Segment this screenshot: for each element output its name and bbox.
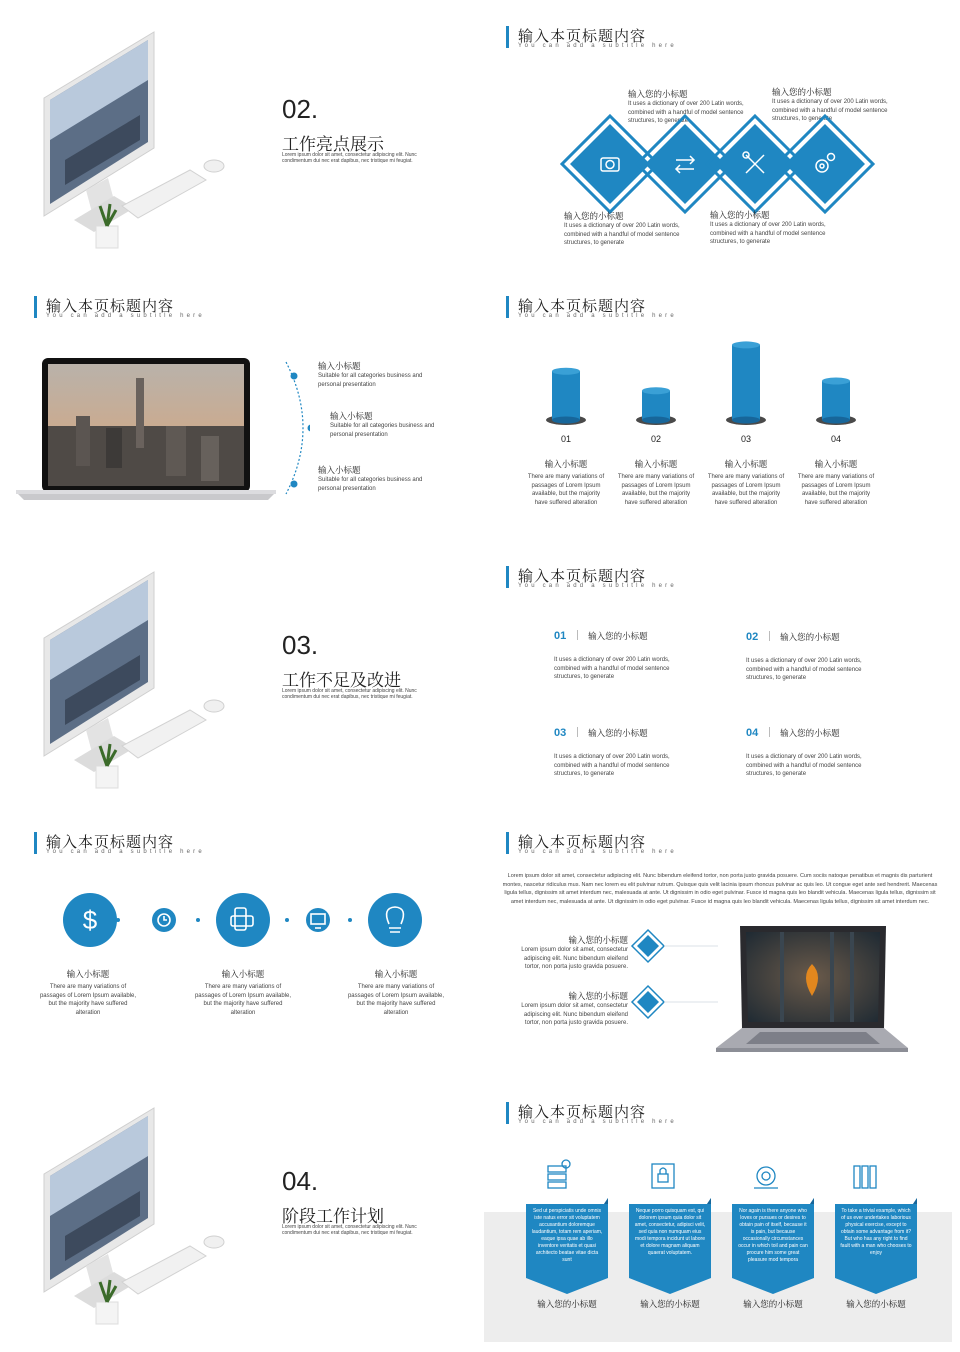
slide-diamond-icons [480,0,960,268]
slide-laptop-features [480,806,960,1074]
item-title: 输入小标题 [221,969,265,979]
slide-section-03 [0,540,480,808]
ribbon-card [629,1198,711,1294]
caption-text: There are many variations of passages of Lorem Ipsum available, but the majority have suffered alteration [797,474,875,506]
cylinder-bar-chart [520,336,920,452]
ribbon-text: To take a trivial example, which of us ever undertakes laborious physical exercise, except to obtain some advantage from it? But who has any right to find fault with a man who chooses to enjoy [840,1208,912,1256]
item-text: It uses a dictionary of over 200 Latin words, combined with a handful of model sentence structures, to generate [554,754,670,777]
item-number: 02 [746,631,759,643]
server-location-icon [548,1160,570,1188]
slide-title: 输入本页标题内容 [518,298,647,315]
item-title: 输入小标题 [374,969,418,979]
timeline-dot [291,481,298,488]
timeline-dot [291,373,298,380]
mobile-icon [216,893,270,947]
item-text: It uses a dictionary of over 200 Latin words, combined with a handful of model sentence structures, to generate [554,657,670,680]
timeline-dot [308,425,311,432]
caption-text: There are many variations of passages of Lorem Ipsum available, but the majority have suffered alteration [527,474,605,506]
item-text: It uses a dictionary of over 200 Latin words, combined with a handful of model sentence structures, to generate [746,658,862,681]
slide-bar-chart [480,270,960,538]
ribbon-text: Nor again is there anyone who loves or pursues or desires to obtain pain of itself, because it is pain, but because occasionally circumstances occur in which toil and pain can procure him some great pleasure mod tempora [738,1208,808,1263]
feature-item [520,990,628,1028]
bar-04 [816,378,856,426]
bar-01 [546,368,586,425]
bar-03 [726,341,766,425]
title-accent-bar [506,1102,509,1124]
numbered-item [746,723,876,779]
caption-title: 输入您的小标题 [772,87,832,97]
item-title: 输入小标题 [318,465,361,475]
item-text: Lorem ipsum dolor sit amet, consectetur adipiscing elit. Nunc bibendum eleifend tortor, non porta justo gravida posuere. [521,947,628,970]
item-title: 输入您的小标题 [780,728,840,738]
desktop-computer-illustration [30,1096,230,1326]
numbered-item [746,627,876,683]
section-description: Lorem ipsum dolor sit amet, consectetur adipiscing elit. Nunc condimentum dui nec erat dapibus, nec tristique mi feugiat. [282,688,417,700]
caption-title: 输入小标题 [634,459,678,469]
title-accent-bar [506,566,509,588]
item-title: 输入您的小标题 [568,935,628,945]
svg-text:$: $ [82,905,98,935]
gear-screen-icon [754,1167,778,1188]
list-item [318,464,438,493]
caption-text: It uses a dictionary of over 200 Latin words, combined with a handful of model sentence structures, to generate [772,99,888,122]
section-number: 02. [282,94,319,124]
ribbon-subtitle: 输入您的小标题 [537,1299,597,1309]
caption-text: There are many variations of passages of Lorem Ipsum available, but the majority have suffered alteration [617,474,695,506]
section-title: 工作不足及改进 [282,671,401,690]
slide-subtitle: You can add a subtitle here [518,43,677,49]
item-title: 输入小标题 [66,969,110,979]
category-label: 02 [650,434,662,444]
item-text: Suitable for all categories business and personal presentation [318,477,423,492]
laptop-leaf-illustration [712,924,912,1060]
feature-diamonds [628,928,718,1038]
ribbon-subtitle: 输入您的小标题 [846,1299,906,1309]
item-title: 输入小标题 [330,411,373,421]
category-label: 01 [560,434,572,444]
slide-laptop-list [0,270,480,538]
ribbon-card [835,1198,917,1294]
item-text: There are many variations of passages of Lorem Ipsum available, but the majority have suffered alteration [39,984,137,1016]
item-number: 04 [746,727,759,739]
section-title: 阶段工作计划 [282,1207,384,1226]
item-text: There are many variations of passages of Lorem Ipsum available, but the majority have suffered alteration [194,984,292,1016]
slide-title: 输入本页标题内容 [518,834,647,851]
slide-title: 输入本页标题内容 [518,28,647,45]
lock-chip-icon [652,1164,674,1188]
section-number: 04. [282,1166,319,1196]
category-label: 03 [740,434,752,444]
files-icon [854,1166,876,1188]
item-text: Lorem ipsum dolor sit amet, consectetur adipiscing elit. Nunc bibendum eleifend tortor, non porta justo gravida posuere. [521,1003,628,1026]
laptop-city-illustration [16,356,276,506]
item-title: 输入小标题 [318,361,361,371]
desktop-computer-illustration [30,560,230,790]
slide-numbered-items [480,540,960,808]
slide-subtitle: You can add a subtitle here [518,849,677,855]
diamond-icon-row [560,110,880,220]
process-item [346,968,446,1017]
slide-title: 输入本页标题内容 [518,568,647,585]
item-text: Suitable for all categories business and personal presentation [318,373,423,388]
caption-title: 输入您的小标题 [710,210,770,220]
diamond-caption-3 [710,209,830,247]
slide-title: 输入本页标题内容 [46,298,175,315]
slide-subtitle: You can add a subtitle here [518,1119,677,1125]
feature-item [520,934,628,972]
ribbon-subtitle: 输入您的小标题 [640,1299,700,1309]
section-number: 03. [282,630,319,660]
slide-subtitle: You can add a subtitle here [46,313,205,319]
slide-title: 输入本页标题内容 [518,1104,647,1121]
intro-paragraph: Lorem ipsum dolor sit amet, consectetur adipiscing elit. Nunc bibendum eleifend tortor, non porta justo gravida posuere. Cum sociis natoque penatibus et magnis dis parturient montes, nascetur ridiculus mus. Nam nec lorem eu elit pulvinar rutrum. Quisque quis velit lacinia ipsum rhoncus pulvinar ac quis leo. Ut congue eget ante sed hendrerit. Maecenas ligula tellus, dignissim sit amet interdum nec, malesuada at ante. Ut dignissim in odio eget pulvinar. Fusce id magna quis leo blandit vehicula. Maecenas ligula tellus, dignissim sit amet interdum nec, malesuada at ante. Ut dignissim in odio eget pulvinar. Fusce id magna quis leo blandit vehicula. Maecenas ligula tellus, dignissim sit amet interdum nec. [502,873,938,905]
slide-ribbon-cards [480,1076,960,1344]
bar-caption [706,458,786,507]
caption-title: 输入小标题 [544,459,588,469]
item-text: It uses a dictionary of over 200 Latin words, combined with a handful of model sentence structures, to generate [746,754,862,777]
process-item [193,968,293,1017]
bulb-icon [368,893,422,947]
bar-caption [616,458,696,507]
process-icon-row [56,890,436,950]
process-item [38,968,138,1017]
caption-text: It uses a dictionary of over 200 Latin words, combined with a handful of model sentence structures, to generate [710,222,826,245]
caption-title: 输入小标题 [814,459,858,469]
bar-caption [796,458,876,507]
title-accent-bar [506,296,509,318]
bar-02 [636,387,676,425]
item-title: 输入您的小标题 [588,728,648,738]
caption-title: 输入您的小标题 [628,89,688,99]
slide-subtitle: You can add a subtitle here [518,313,677,319]
slide-section-02 [0,0,480,268]
ribbon-icons [540,1156,920,1196]
ribbon-card [526,1198,608,1294]
slide-subtitle: You can add a subtitle here [518,583,677,589]
ribbon-text: Sed ut perspiciatis unde omnis iste natus error sit voluptatem accusantium doloremque laudantium, totam rem aperiam, eaque ipsa quae ab illo inventore veritatis et quasi architecto beatae vitae dicta sunt [531,1208,603,1263]
numbered-item [554,626,684,682]
title-accent-bar [506,832,509,854]
slide-title: 输入本页标题内容 [46,834,175,851]
item-title: 输入您的小标题 [588,631,648,641]
section-description: Lorem ipsum dolor sit amet, consectetur adipiscing elit. Nunc condimentum dui nec erat dapibus, nec tristique mi feugiat. [282,152,417,164]
caption-title: 输入小标题 [724,459,768,469]
item-title: 输入您的小标题 [780,632,840,642]
item-text: There are many variations of passages of Lorem Ipsum available, but the majority have suffered alteration [347,984,445,1016]
category-label: 04 [830,434,842,444]
slide-subtitle: You can add a subtitle here [46,849,205,855]
timeline-arc [280,358,310,498]
title-accent-bar [506,26,509,48]
caption-title: 输入您的小标题 [564,211,624,221]
numbered-item [554,723,684,779]
bar-caption [526,458,606,507]
slide-section-04 [0,1076,480,1344]
ribbon-subtitle: 输入您的小标题 [743,1299,803,1309]
title-accent-bar [34,296,37,318]
caption-text: There are many variations of passages of Lorem Ipsum available, but the majority have suffered alteration [707,474,785,506]
item-text: Suitable for all categories business and personal presentation [330,423,435,438]
diamond-caption-1 [564,210,684,248]
ribbon-text: Neque porro quisquam est, qui dolorem ipsum quia dolor sit amet, consectetur, adipisci velit, sed quia non numquam eius modi tempora incidunt ut labore et dolore magnam aliquam quaerat voluptatem. [634,1208,706,1256]
title-accent-bar [34,832,37,854]
desktop-computer-illustration [30,20,230,250]
caption-text: It uses a dictionary of over 200 Latin words, combined with a handful of model sentence structures, to generate [628,101,744,124]
section-description: Lorem ipsum dolor sit amet, consectetur adipiscing elit. Nunc condimentum dui nec erat dapibus, nec tristique mi feugiat. [282,1224,417,1236]
caption-text: It uses a dictionary of over 200 Latin words, combined with a handful of model sentence structures, to generate [564,223,680,246]
section-title: 工作亮点展示 [282,135,384,154]
list-item [330,410,450,439]
list-item [318,360,438,389]
item-title: 输入您的小标题 [568,991,628,1001]
slide-process-circles [0,806,480,1074]
item-number: 03 [554,727,567,739]
item-number: 01 [554,630,567,642]
ribbon-card [732,1198,814,1294]
